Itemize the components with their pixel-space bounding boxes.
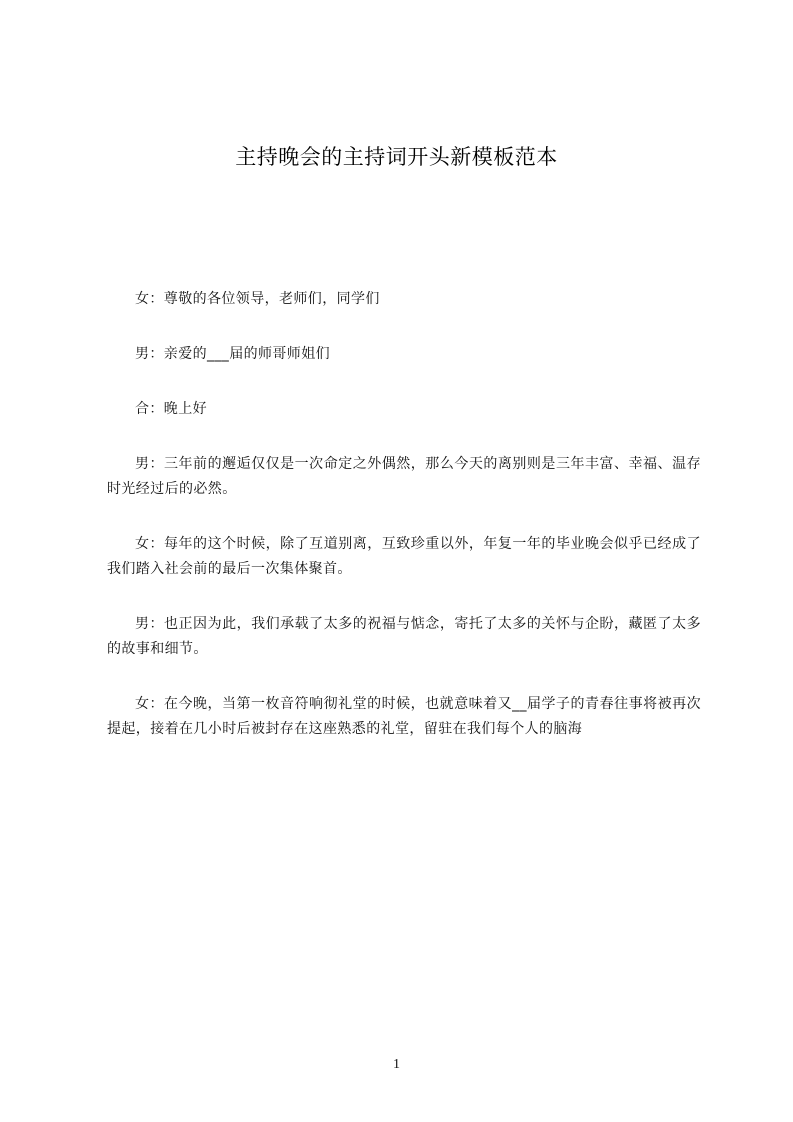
- paragraph-5: 女：每年的这个时候，除了互道别离，互致珍重以外，年复一年的毕业晚会似乎已经成了我们踏入社会前的最后一次集体聚首。: [107, 536, 701, 577]
- document-title: 主持晚会的主持词开头新模板范本: [235, 145, 558, 169]
- document-body: [107, 287, 701, 772]
- paragraph-7: 女：在今晚，当第一枚音符响彻礼堂的时候，也就意味着又__届学子的青春往事将被再次提起，接着在几小时后被封存在这座熟悉的礼堂，留驻在我们每个人的脑海: [107, 696, 701, 737]
- paragraph-6: 男：也正因为此，我们承载了太多的祝福与惦念，寄托了太多的关怀与企盼，藏匿了太多的故事和细节。: [107, 616, 701, 657]
- paragraph-1: 女：尊敬的各位领导，老师们，同学们: [135, 291, 380, 307]
- page-number: 1: [393, 1057, 400, 1072]
- paragraph-2: 男：亲爱的___届的师哥师姐们: [135, 346, 330, 362]
- paragraph-3: 合：晚上好: [135, 401, 207, 417]
- paragraph-4: 男：三年前的邂逅仅仅是一次命定之外偶然，那么今天的离别则是三年丰富、幸福、温存时光经过后的必然。: [107, 456, 701, 497]
